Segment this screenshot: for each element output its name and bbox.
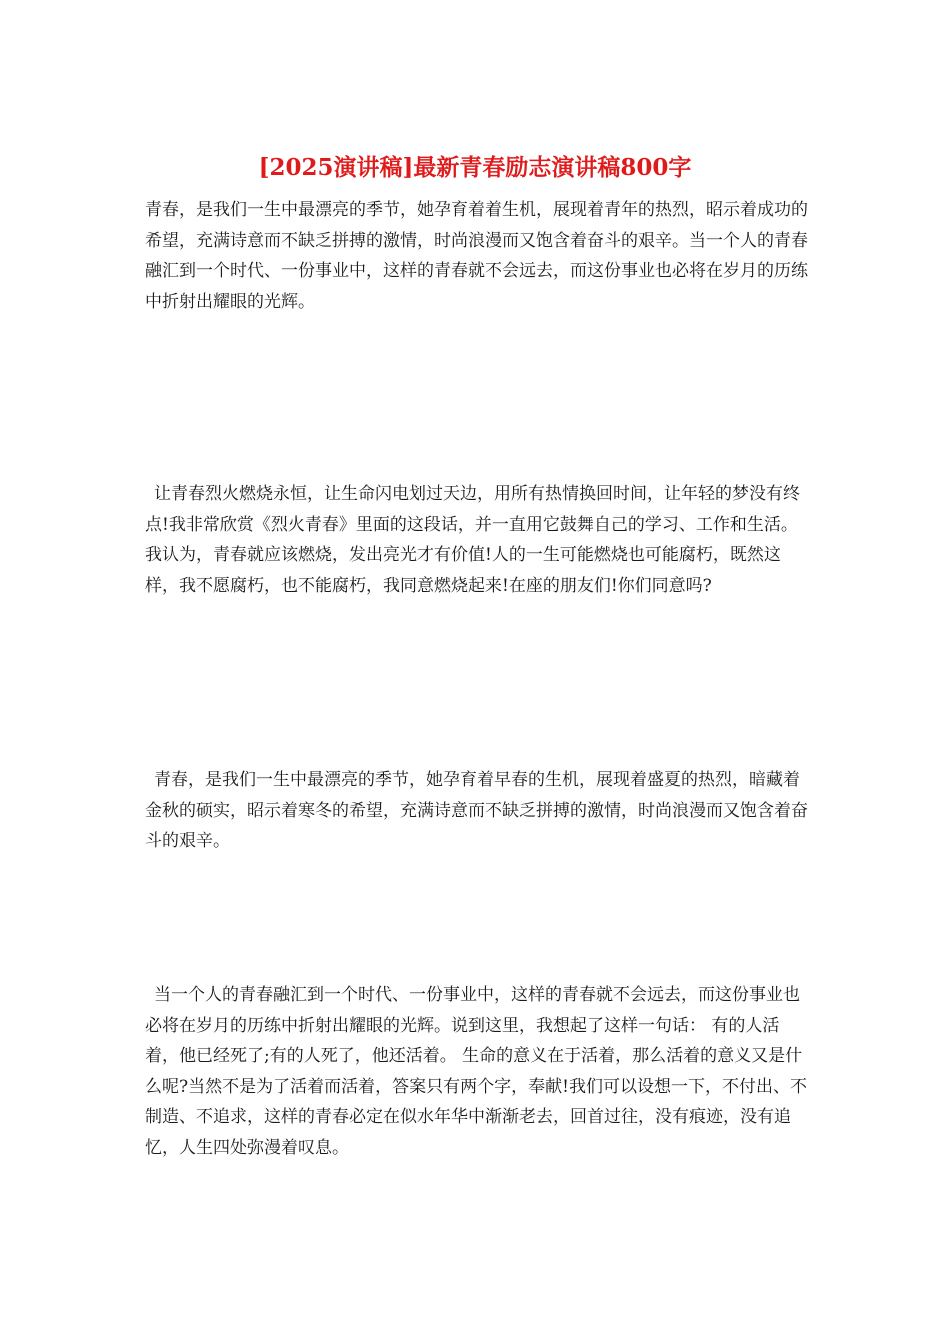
paragraph-4: 当一个人的青春融汇到一个时代、一份事业中，这样的青春就不会远去，而这份事业也必将在岁月的历练中折射出耀眼的光辉。说到这里，我想起了这样一句话： 有的人活着，他已经死了;有的人死了，他还活着。 生命的意义在于活着，那么活着的意义又是什么呢?当然不是为了活着而活着，答案只有两个字，奉献!我们可以设想一下，不付出、不制造、不追求，这样的青春必定在似水年华中渐渐老去，回首过往，没有痕迹，没有追忆，人生四处弥漫着叹息。 (145, 985, 807, 1158)
paragraph-2: 让青春烈火燃烧永恒，让生命闪电划过天边，用所有热情换回时间，让年轻的梦没有终点!我非常欣赏《烈火青春》里面的这段话，并一直用它鼓舞自己的学习、工作和生活。我认为，青春就应该燃烧，发出亮光才有价值!人的一生可能燃烧也可能腐朽，既然这样，我不愿腐朽，也不能腐朽，我同意燃烧起来!在座的朋友们!你们同意吗? (145, 484, 800, 596)
document-title: [2025演讲稿]最新青春励志演讲稿800字 (258, 154, 692, 181)
paragraph-1: 青春，是我们一生中最漂亮的季节，她孕育着着生机，展现着青年的热烈，昭示着成功的希望，充满诗意而不缺乏拼搏的激情，时尚浪漫而又饱含着奋斗的艰辛。当一个人的青春融汇到一个时代、一份事业中，这样的青春就不会远去，而这份事业也必将在岁月的历练中折射出耀眼的光辉。 (145, 200, 808, 312)
paragraph-3: 青春，是我们一生中最漂亮的季节，她孕育着早春的生机，展现着盛夏的热烈，暗藏着金秋的硕实，昭示着寒冬的希望，充满诗意而不缺乏拼搏的激情，时尚浪漫而又饱含着奋斗的艰辛。 (145, 770, 808, 851)
